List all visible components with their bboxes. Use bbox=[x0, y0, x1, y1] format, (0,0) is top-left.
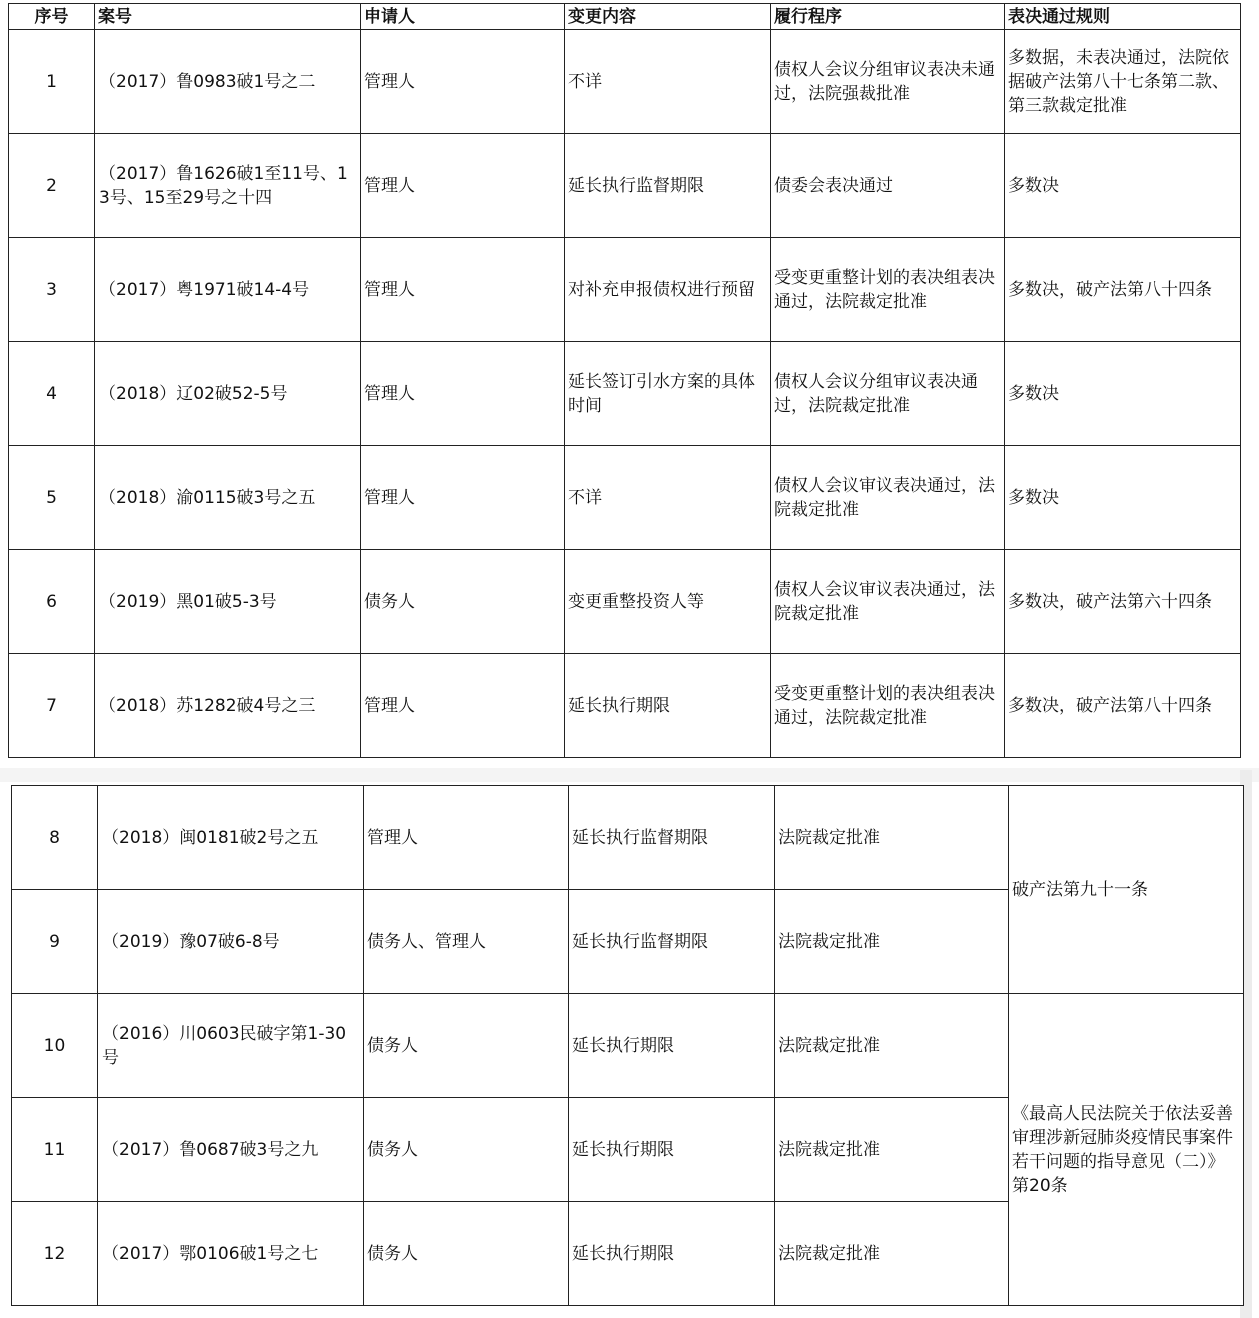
header-rule: 表决通过规则 bbox=[1005, 4, 1241, 30]
cell-rule: 多数决，破产法第八十四条 bbox=[1005, 654, 1241, 758]
cell-applicant: 管理人 bbox=[361, 134, 565, 238]
table-row bbox=[12, 994, 1244, 1098]
cell-procedure: 债委会表决通过 bbox=[771, 134, 1005, 238]
cell-rule: 多数决，破产法第八十四条 bbox=[1005, 238, 1241, 342]
cell-index: 3 bbox=[9, 238, 95, 342]
header-row bbox=[9, 4, 1241, 30]
header-applicant: 申请人 bbox=[361, 4, 565, 30]
cell-index: 11 bbox=[12, 1098, 98, 1202]
cell-case: （2017）鲁0983破1号之二 bbox=[95, 30, 361, 134]
cell-procedure: 法院裁定批准 bbox=[775, 786, 1009, 890]
cell-change: 不详 bbox=[565, 446, 771, 550]
cell-procedure: 受变更重整计划的表决组表决通过，法院裁定批准 bbox=[771, 238, 1005, 342]
cell-rule: 多数决 bbox=[1005, 134, 1241, 238]
cell-case: （2016）川0603民破字第1-30号 bbox=[98, 994, 364, 1098]
table-gap bbox=[0, 768, 1259, 782]
cell-procedure: 债权人会议分组审议表决通过，法院裁定批准 bbox=[771, 342, 1005, 446]
cell-case: （2018）渝0115破3号之五 bbox=[95, 446, 361, 550]
cell-applicant: 管理人 bbox=[361, 238, 565, 342]
cell-index: 4 bbox=[9, 342, 95, 446]
cell-change: 对补充申报债权进行预留 bbox=[565, 238, 771, 342]
cell-change: 延长签订引水方案的具体时间 bbox=[565, 342, 771, 446]
cases-table-top bbox=[8, 3, 1241, 758]
cell-rule: 多数据，未表决通过，法院依据破产法第八十七条第二款、第三款裁定批准 bbox=[1005, 30, 1241, 134]
cell-applicant: 管理人 bbox=[361, 446, 565, 550]
cell-applicant: 管理人 bbox=[361, 654, 565, 758]
cell-index: 6 bbox=[9, 550, 95, 654]
cell-case: （2017）鲁1626破1至11号、13号、15至29号之十四 bbox=[95, 134, 361, 238]
cell-index: 2 bbox=[9, 134, 95, 238]
cell-procedure: 法院裁定批准 bbox=[775, 1098, 1009, 1202]
cell-procedure: 债权人会议审议表决通过，法院裁定批准 bbox=[771, 550, 1005, 654]
cell-change: 延长执行期限 bbox=[569, 994, 775, 1098]
cell-applicant: 管理人 bbox=[361, 342, 565, 446]
cell-applicant: 债务人 bbox=[364, 1098, 569, 1202]
header-change: 变更内容 bbox=[565, 4, 771, 30]
table-row bbox=[9, 134, 1241, 238]
cell-case: （2018）闽0181破2号之五 bbox=[98, 786, 364, 890]
header-case: 案号 bbox=[95, 4, 361, 30]
cell-case: （2018）苏1282破4号之三 bbox=[95, 654, 361, 758]
cell-rule: 多数决 bbox=[1005, 446, 1241, 550]
cell-index: 1 bbox=[9, 30, 95, 134]
cell-index: 9 bbox=[12, 890, 98, 994]
cell-procedure: 法院裁定批准 bbox=[775, 1202, 1009, 1306]
cell-case: （2019）豫07破6-8号 bbox=[98, 890, 364, 994]
cell-procedure: 债权人会议审议表决通过，法院裁定批准 bbox=[771, 446, 1005, 550]
cell-index: 10 bbox=[12, 994, 98, 1098]
cell-index: 8 bbox=[12, 786, 98, 890]
cases-table-bottom bbox=[11, 785, 1244, 1306]
cell-index: 7 bbox=[9, 654, 95, 758]
cell-applicant: 债务人 bbox=[364, 994, 569, 1098]
cell-change: 延长执行监督期限 bbox=[569, 786, 775, 890]
table-row bbox=[9, 238, 1241, 342]
cell-change: 延长执行监督期限 bbox=[565, 134, 771, 238]
header-procedure: 履行程序 bbox=[771, 4, 1005, 30]
header-index: 序号 bbox=[9, 4, 95, 30]
cell-change: 不详 bbox=[565, 30, 771, 134]
cell-change: 延长执行期限 bbox=[569, 1202, 775, 1306]
table-row bbox=[9, 30, 1241, 134]
table-row bbox=[9, 446, 1241, 550]
cell-applicant: 债务人 bbox=[364, 1202, 569, 1306]
cell-change: 延长执行期限 bbox=[565, 654, 771, 758]
cell-procedure: 受变更重整计划的表决组表决通过，法院裁定批准 bbox=[771, 654, 1005, 758]
cell-rule-merged: 破产法第九十一条 bbox=[1009, 786, 1244, 994]
cell-case: （2017）粤1971破14-4号 bbox=[95, 238, 361, 342]
cell-procedure: 法院裁定批准 bbox=[775, 994, 1009, 1098]
cell-index: 5 bbox=[9, 446, 95, 550]
cell-case: （2017）鄂0106破1号之七 bbox=[98, 1202, 364, 1306]
cell-applicant: 管理人 bbox=[364, 786, 569, 890]
cell-procedure: 法院裁定批准 bbox=[775, 890, 1009, 994]
cell-procedure: 债权人会议分组审议表决未通过，法院强裁批准 bbox=[771, 30, 1005, 134]
table-row bbox=[9, 342, 1241, 446]
cell-applicant: 债务人、管理人 bbox=[364, 890, 569, 994]
cell-change: 变更重整投资人等 bbox=[565, 550, 771, 654]
cell-case: （2018）辽02破52-5号 bbox=[95, 342, 361, 446]
cell-applicant: 管理人 bbox=[361, 30, 565, 134]
cell-change: 延长执行期限 bbox=[569, 1098, 775, 1202]
table-row bbox=[9, 654, 1241, 758]
cell-applicant: 债务人 bbox=[361, 550, 565, 654]
cell-rule: 多数决，破产法第六十四条 bbox=[1005, 550, 1241, 654]
cell-rule-merged: 《最高人民法院关于依法妥善审理涉新冠肺炎疫情民事案件若干问题的指导意见（二）》第20条 bbox=[1009, 994, 1244, 1306]
cell-rule: 多数决 bbox=[1005, 342, 1241, 446]
cell-index: 12 bbox=[12, 1202, 98, 1306]
cell-case: （2019）黑01破5-3号 bbox=[95, 550, 361, 654]
table-row bbox=[12, 786, 1244, 890]
cell-case: （2017）鲁0687破3号之九 bbox=[98, 1098, 364, 1202]
table-row bbox=[9, 550, 1241, 654]
cell-change: 延长执行监督期限 bbox=[569, 890, 775, 994]
